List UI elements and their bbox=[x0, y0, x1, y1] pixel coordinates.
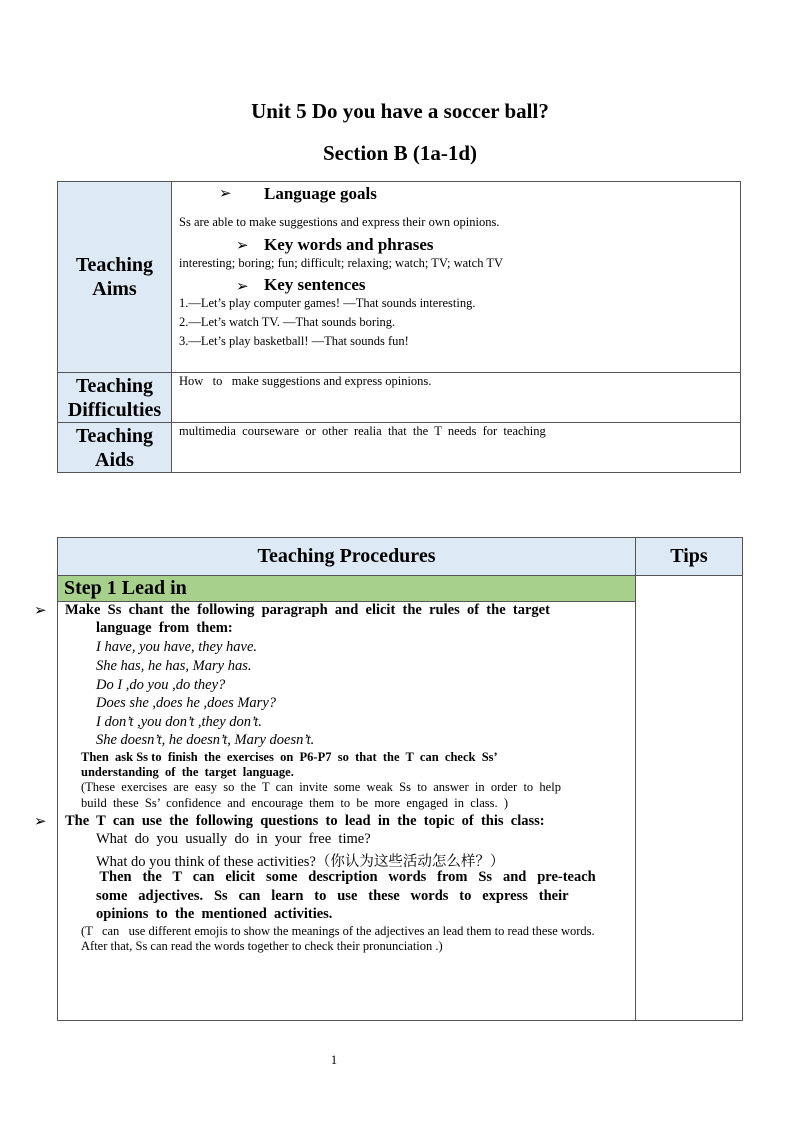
chant-line-4: Does she ,does he ,does Mary? bbox=[96, 695, 277, 711]
then2-line-1: Then the T can elicit some description words from Ss and pre-teach bbox=[96, 869, 596, 885]
teaching-aims-label-cell bbox=[57, 181, 172, 373]
chant-line-6: She doesn’t, he doesn’t, Mary doesn’t. bbox=[96, 732, 315, 748]
item1-line2: language from them: bbox=[96, 620, 233, 636]
arrow-bullet-icon: ➢ bbox=[34, 601, 47, 619]
key-sentence-3: 3.—Let’s play basketball! —That sounds fun! bbox=[179, 334, 409, 348]
teaching-difficulties-content-cell bbox=[171, 372, 741, 423]
teaching-aids-label-line2: Aids bbox=[95, 448, 134, 471]
then2-line-3: opinions to the mentioned activities. bbox=[96, 906, 333, 922]
item1-line1: Make Ss chant the following paragraph and elicit the rules of the target bbox=[65, 602, 550, 618]
teaching-aids-label-cell bbox=[57, 422, 172, 473]
teaching-difficulties-text: How to make suggestions and express opinions. bbox=[179, 374, 432, 388]
teaching-aims-label-line1: Teaching bbox=[75, 254, 154, 276]
chant-line-2: She has, he has, Mary has. bbox=[96, 658, 252, 674]
then2-line-2: some adjectives. Ss can learn to use these words to express their bbox=[96, 888, 569, 904]
then-line-2: understanding of the target language. bbox=[81, 765, 294, 779]
language-goals-text: Ss are able to make suggestions and express their own opinions. bbox=[179, 215, 500, 229]
chant-line-3: Do I ,do you ,do they? bbox=[96, 677, 226, 693]
page-subtitle: Section B (1a-1d) bbox=[323, 141, 477, 165]
teaching-aids-label-line1: Teaching bbox=[75, 424, 154, 447]
question-1: What do you usually do in your free time? bbox=[96, 831, 371, 847]
arrow-bullet-icon: ➢ bbox=[34, 812, 47, 830]
teaching-aims-content-cell bbox=[171, 181, 741, 373]
key-words-text: interesting; boring; fun; difficult; relaxing; watch; TV; watch TV bbox=[179, 256, 504, 270]
arrow-bullet-icon: ➢ bbox=[236, 277, 249, 295]
key-sentence-1: 1.—Let’s play computer games! —That sounds interesting. bbox=[179, 296, 476, 310]
note-line-2: After that, Ss can read the words together to check their pronunciation .) bbox=[81, 939, 443, 953]
item2-text: The T can use the following questions to lead in the topic of this class: bbox=[65, 813, 545, 829]
page-number: 1 bbox=[330, 1053, 338, 1067]
arrow-bullet-icon: ➢ bbox=[219, 184, 232, 202]
teaching-aids-content-cell bbox=[171, 422, 741, 473]
tips-header: Tips bbox=[635, 537, 743, 576]
teaching-aims-label-line2: Aims bbox=[92, 278, 137, 300]
step-1-heading: Step 1 Lead in bbox=[57, 575, 636, 602]
key-sentence-2: 2.—Let’s watch TV. —That sounds boring. bbox=[179, 315, 396, 329]
question-2: What do you think of these activities?（你认为这些活动怎么样？） bbox=[96, 854, 505, 870]
arrow-bullet-icon: ➢ bbox=[236, 236, 249, 254]
note-line-1: (T can use different emojis to show the meanings of the adjectives an lead them to read these words. bbox=[81, 924, 595, 938]
key-words-heading: Key words and phrases bbox=[264, 235, 434, 254]
language-goals-heading: Language goals bbox=[264, 184, 377, 203]
tips-content-cell bbox=[635, 575, 743, 1021]
paren-line-1: (These exercises are easy so the T can invite some weak Ss to answer in order to help bbox=[81, 780, 561, 794]
teaching-difficulties-label-cell bbox=[57, 372, 172, 423]
page-title: Unit 5 Do you have a soccer ball? bbox=[251, 99, 549, 123]
key-sentences-heading: Key sentences bbox=[264, 275, 366, 294]
teaching-aids-text: multimedia courseware or other realia that the T needs for teaching bbox=[179, 424, 546, 438]
then-line-1: Then ask Ss to finish the exercises on P6-P7 so that the T can check Ss’ bbox=[81, 750, 498, 764]
procedures-header: Teaching Procedures bbox=[57, 537, 636, 576]
teaching-difficulties-label-line1: Teaching bbox=[75, 374, 154, 397]
paren-line-2: build these Ss’ confidence and encourage them to be more engaged in class. ) bbox=[81, 796, 509, 810]
chant-line-1: I have, you have, they have. bbox=[96, 639, 258, 655]
chant-line-5: I don’t ,you don’t ,they don’t. bbox=[96, 714, 262, 730]
teaching-difficulties-label-line2: Difficulties bbox=[67, 398, 162, 421]
